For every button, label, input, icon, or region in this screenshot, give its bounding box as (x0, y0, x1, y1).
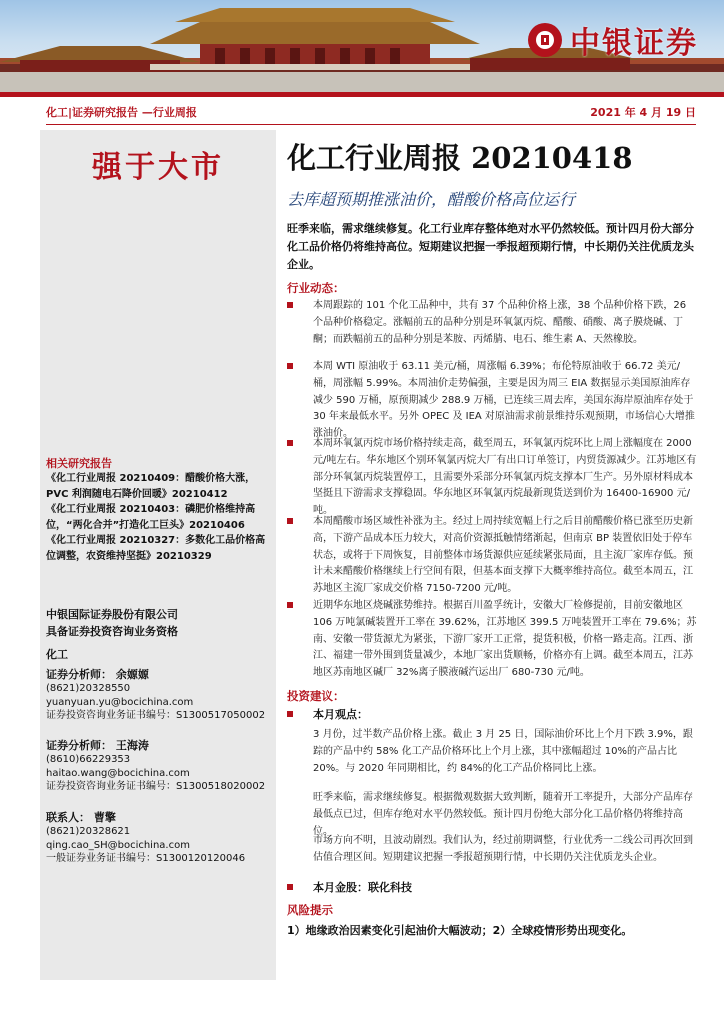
investment-advice-heading: 投资建议： (287, 689, 345, 703)
analyst-cert: 证券投资咨询业务证书编号：S1300517050002 (46, 710, 266, 721)
contact-card (46, 810, 272, 866)
analyst-email[interactable]: haitao.wang@bocichina.com (46, 767, 190, 779)
report-date: 2021 年 4 月 19 日 (590, 106, 696, 119)
analyst-name: 证券分析师： 王海涛 (46, 739, 149, 752)
company-logo (528, 18, 698, 62)
sector-label: 化工 (46, 648, 68, 661)
report-title: 化工行业周报 20210418 (287, 141, 633, 175)
analyst-cert: 证券投资咨询业务证书编号：S1300518020002 (46, 781, 266, 792)
monthly-stock-item (287, 880, 697, 897)
report-summary: 旺季来临，需求继续修复。化工行业库存整体绝对水平仍然较低。预计四月份大部分化工品价格仍将维持高位。短期建议把握一季报超预期行情，中长期仍关注优质龙头企业。 (287, 222, 694, 271)
analyst-name: 证券分析师： 余嫄嫄 (46, 668, 149, 681)
report-category: 化工|证券研究报告 —行业周报 (46, 106, 197, 119)
view-paragraph: 旺季来临，需求继续修复。根据微观数据大致判断，随着开工率提升，大部分产品库存最低点已过，但库存绝对水平仍然较低。预计四月份绝大部分化工品价格仍将维持高位。 (313, 792, 693, 837)
dynamics-item (287, 298, 697, 348)
header-divider (0, 92, 724, 97)
industry-rating: 强于大市 (92, 150, 224, 185)
dynamics-item (287, 514, 697, 598)
report-subtitle: 去库超预期推涨油价，醋酸价格高位运行 (287, 190, 576, 209)
monthly-stock-label: 本月金股：联化科技 (313, 881, 412, 894)
dynamics-text: 本周 WTI 原油收于 63.11 美元/桶，周涨幅 6.39%；布伦特原油收于 66.72 美元/桶，周涨幅 5.99%。本周油价走势偏强，主要是因为周三 EIA 数据显示美国原油库存减少 590 万桶，原预期减少 288.9 万桶，已连续三周去库，美国东海岸原油库存处于 30 年来最低水平。另外 OPEC 及 IEA 对原油需求前景维持乐观预期，市场信心大增推涨油价。 (313, 361, 695, 440)
risk-heading: 风险提示 (287, 903, 333, 917)
related-report-item[interactable]: 《化工行业周报 20210409：醋酸价格大涨，PVC 利润随电石降价回暖》20210412 (46, 473, 256, 500)
monthly-view-item (287, 707, 697, 724)
analyst-phone: (8621)20328550 (46, 683, 131, 694)
bullet-square-icon (287, 602, 293, 608)
contact-name: 联系人： 曹擎 (46, 811, 116, 824)
bullet-square-icon (287, 884, 293, 890)
related-reports-heading: 相关研究报告 (46, 457, 112, 470)
dynamics-text: 本周跟踪的 101 个化工品种中，共有 37 个品种价格上涨，38 个品种价格下跌，26 个品种价格稳定。涨幅前五的品种分别是环氧氯丙烷、醋酸、硝酸、离子膜烧碱、丁酮；而跌幅前五的品种分别是苯胺、丙烯腈、电石、维生素 A、天然橡胶。 (313, 300, 687, 345)
analyst-card (46, 667, 272, 723)
dynamics-item (287, 359, 697, 443)
bullet-square-icon (287, 440, 293, 446)
contact-email[interactable]: qing.cao_SH@bocichina.com (46, 839, 190, 851)
contact-cert: 一般证券业务证书编号：S1300120120046 (46, 853, 246, 864)
bank-logo-icon (528, 23, 562, 57)
company-info (46, 606, 178, 640)
brand-name: 中银证券 (570, 26, 698, 61)
dynamics-text: 近期华东地区烧碱涨势维持。根据百川盈孚统计，安徽大厂检修提前，目前安徽地区 106 万吨氯碱装置开工率在 39.62%，江苏地区 399.5 万吨装置开工率在 79.6%；苏南、安徽一带货源尤为紧张，下游厂家开工正常，提货积极，价格一路走高。江西、浙江、福建一带外围到货量减少，本地厂家出货顺畅，价格亦有上调。截至本周五，江苏地区苏南地区碱厂 32%离子膜液碱汽运出厂 680-730 元/吨。 (313, 600, 697, 679)
analyst-email[interactable]: yuanyuan.yu@bocichina.com (46, 696, 194, 708)
bullet-square-icon (287, 518, 293, 524)
monthly-view-label: 本月观点： (313, 708, 368, 721)
company-name: 中银国际证券股份有限公司 (46, 608, 178, 621)
dynamics-item (287, 436, 697, 520)
bullet-square-icon (287, 363, 293, 369)
bullet-square-icon (287, 711, 293, 717)
report-category-bar (46, 104, 696, 122)
dynamics-item (287, 598, 697, 682)
bullet-square-icon (287, 302, 293, 308)
view-paragraph: 市场方向不明，且波动剧烈。我们认为，经过前期调整，行业优秀一二线公司再次回到估值合理区间。短期建议把握一季报超预期行情，中长期仍关注优质龙头企业。 (313, 835, 693, 863)
dynamics-text: 本周环氧氯丙烷市场价格持续走高，截至周五，环氧氯丙烷环比上周上涨幅度在 2000 元/吨左右。华东地区个别环氧氯丙烷大厂有出口订单签订，内贸货源减少。江苏地区有部分环氧氯丙烷装置停工，且需要外采部分环氧氯丙烷支撑本厂生产。另外原材料成本坚挺且下游需求支撑稳固。华东地区环氧氯丙烷最新现货送到价为 16400-16900 元/吨。 (313, 438, 697, 517)
industry-dynamics-heading: 行业动态： (287, 281, 345, 295)
header-banner (0, 0, 724, 92)
dynamics-text: 本周醋酸市场区域性补涨为主。经过上周持续宽幅上行之后目前醋酸价格已涨至历史新高，下游产品成本压力较大，对高价资源抵触情绪渐起，但南京 BP 装置依旧处于停车状态，或将于下周恢复，目前整体市场货源供应延续紧张局面，且主流厂家库存低。预计未来醋酸价格继续上行空间有限，但基本面支撑下大概率维持高位。截至本周五，江苏地区主流厂家成交价格 7150-7200 元/吨。 (313, 516, 693, 595)
contact-phone: (8621)20328621 (46, 826, 131, 837)
category-divider (46, 124, 696, 125)
analyst-phone: (8610)66229353 (46, 754, 131, 765)
company-qualification: 具备证券投资咨询业务资格 (46, 625, 178, 638)
related-report-item[interactable]: 《化工行业周报 20210327：多数化工品价格高位调整，农资维持坚挺》20210329 (46, 535, 266, 562)
related-reports-list (46, 471, 272, 564)
related-report-item[interactable]: 《化工行业周报 20210403：磷肥价格维持高位，“两化合并”打造化工巨头》20210406 (46, 504, 256, 531)
risk-text: 1）地缘政治因素变化引起油价大幅波动；2）全球疫情形势出现变化。 (287, 924, 633, 937)
view-paragraph: 3 月份，过半数产品价格上涨。截止 3 月 25 日，国际油价环比上个月下跌 3.9%，跟踪的产品中约 58% 化工产品价格环比上个月上涨，其中涨幅超过 10%的产品占比 20%。与 2020 年同期相比，约 84%的化工产品价格同比上涨。 (313, 729, 693, 774)
analyst-card (46, 738, 272, 794)
